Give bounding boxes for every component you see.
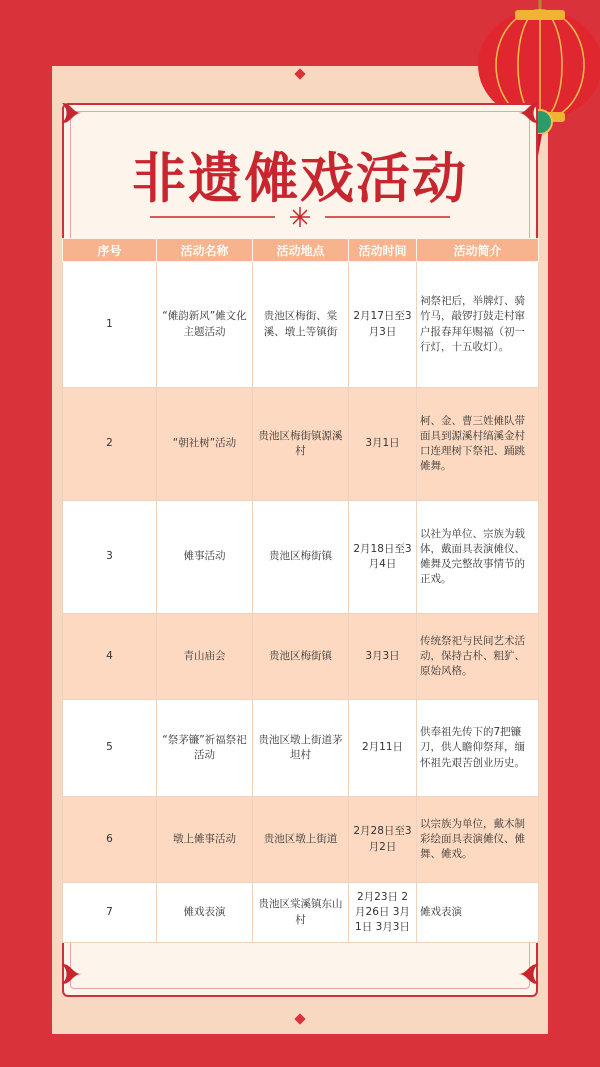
header-time: 活动时间 xyxy=(349,239,417,262)
cell-name: 傩事活动 xyxy=(157,501,253,614)
corner-ornament-icon xyxy=(516,962,540,986)
cell-desc: 柯、金、曹三姓傩队带面具到源溪村缟溪金村口连理树下祭祀、踊跳傩舞。 xyxy=(417,388,539,501)
cell-no: 4 xyxy=(63,614,157,700)
cell-name: 墩上傩事活动 xyxy=(157,797,253,883)
cell-time: 2月11日 xyxy=(349,700,417,797)
cell-location: 贵池区墩上街道 xyxy=(253,797,349,883)
cell-location: 贵池区梅街镇源溪村 xyxy=(253,388,349,501)
cell-desc: 傩戏表演 xyxy=(417,883,539,943)
header-location: 活动地点 xyxy=(253,239,349,262)
table-row xyxy=(63,797,539,883)
corner-ornament-icon xyxy=(516,101,540,125)
cell-time: 3月1日 xyxy=(349,388,417,501)
cell-time: 3月3日 xyxy=(349,614,417,700)
cell-location: 贵池区梅街、棠溪、墩上等镇街 xyxy=(253,262,349,388)
star-divider-icon xyxy=(150,205,450,229)
cell-time: 2月23日 2月26日 3月1日 3月3日 xyxy=(349,883,417,943)
cell-desc: 供奉祖先传下的7把镰刀，供人瞻仰祭拜，缅怀祖先艰苦创业历史。 xyxy=(417,700,539,797)
table-row xyxy=(63,262,539,388)
cell-no: 3 xyxy=(63,501,157,614)
cell-location: 贵池区梅街镇 xyxy=(253,501,349,614)
table-row xyxy=(63,700,539,797)
corner-ornament-icon xyxy=(60,101,84,125)
cell-desc: 以宗族为单位，戴木制彩绘面具表演傩仪、傩舞、傩戏。 xyxy=(417,797,539,883)
table-row xyxy=(63,501,539,614)
cell-name: 青山庙会 xyxy=(157,614,253,700)
cell-time: 2月18日至3月4日 xyxy=(349,501,417,614)
header-name: 活动名称 xyxy=(157,239,253,262)
cell-no: 2 xyxy=(63,388,157,501)
cell-desc: 传统祭祀与民间艺术活动，保持古朴、粗犷、原始风格。 xyxy=(417,614,539,700)
cell-no: 7 xyxy=(63,883,157,943)
cell-name: “祭茅镰”祈福祭祀活动 xyxy=(157,700,253,797)
cell-no: 5 xyxy=(63,700,157,797)
activities-table xyxy=(62,238,539,943)
cell-time: 2月17日至3月3日 xyxy=(349,262,417,388)
cell-location: 贵池区棠溪镇东山村 xyxy=(253,883,349,943)
cell-name: “朝社树”活动 xyxy=(157,388,253,501)
cell-no: 6 xyxy=(63,797,157,883)
cell-location: 贵池区墩上街道茅坦村 xyxy=(253,700,349,797)
header-desc: 活动简介 xyxy=(417,239,539,262)
cell-location: 贵池区梅街镇 xyxy=(253,614,349,700)
table-row xyxy=(63,388,539,501)
cell-name: 傩戏表演 xyxy=(157,883,253,943)
table-row xyxy=(63,614,539,700)
page-title: 非遗傩戏活动 xyxy=(132,146,468,210)
table-header-row xyxy=(63,239,539,262)
cell-desc: 祠祭祀后，举牌灯、骑竹马，敲锣打鼓走村窜户报春拜年赐福（初一行灯，十五收灯）。 xyxy=(417,262,539,388)
table-row xyxy=(63,883,539,943)
cell-no: 1 xyxy=(63,262,157,388)
header-no: 序号 xyxy=(63,239,157,262)
cell-time: 2月28日至3月2日 xyxy=(349,797,417,883)
cell-name: “傩韵新风”傩文化主题活动 xyxy=(157,262,253,388)
corner-ornament-icon xyxy=(60,962,84,986)
cell-desc: 以社为单位、宗族为载体，戴面具表演傩仪、傩舞及完整故事情节的正戏。 xyxy=(417,501,539,614)
